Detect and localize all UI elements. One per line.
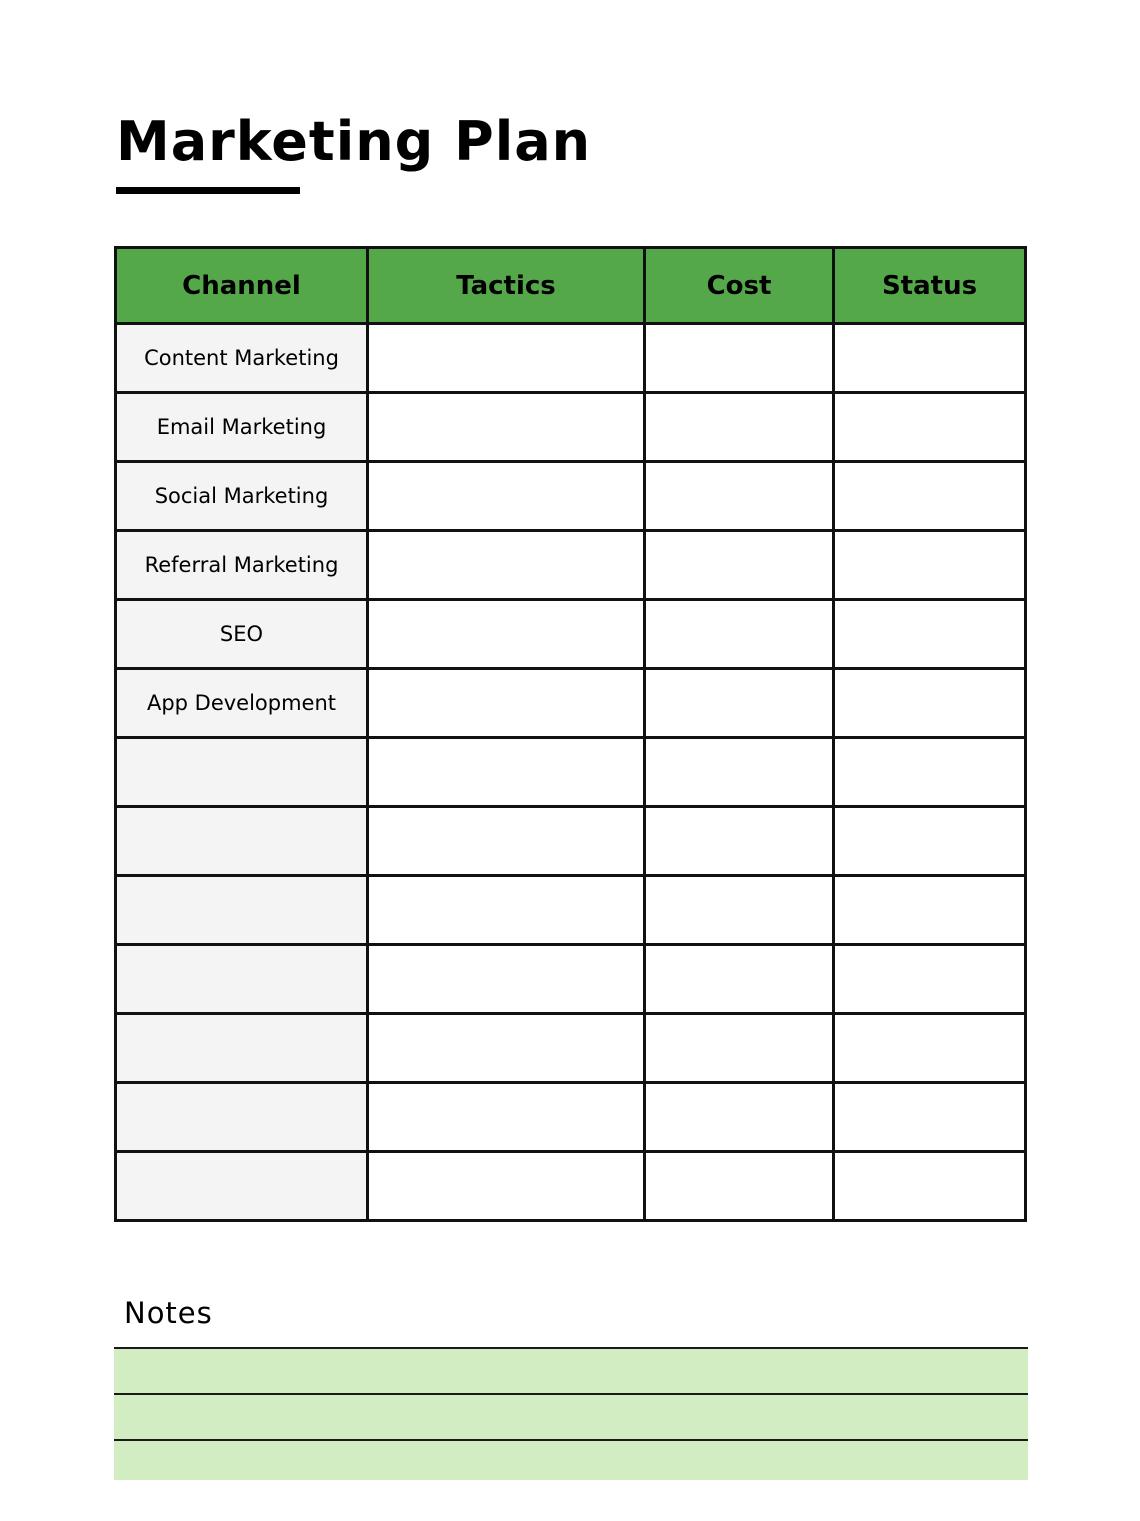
tactics-cell[interactable]	[368, 1014, 645, 1083]
channel-cell	[116, 1083, 368, 1152]
table-body	[116, 324, 1026, 1221]
channel-cell	[116, 876, 368, 945]
tactics-cell[interactable]	[368, 807, 645, 876]
cost-cell[interactable]	[645, 876, 834, 945]
cost-cell[interactable]	[645, 1014, 834, 1083]
cost-cell[interactable]	[645, 807, 834, 876]
cost-cell[interactable]	[645, 462, 834, 531]
channel-cell	[116, 1014, 368, 1083]
status-cell[interactable]	[834, 669, 1026, 738]
column-header-cost: Cost	[645, 248, 834, 324]
channel-cell: Social Marketing	[116, 462, 368, 531]
status-cell[interactable]	[834, 1083, 1026, 1152]
tactics-cell[interactable]	[368, 738, 645, 807]
title-underline	[116, 187, 300, 194]
status-cell[interactable]	[834, 393, 1026, 462]
column-header-status: Status	[834, 248, 1026, 324]
channel-cell	[116, 1152, 368, 1221]
channel-cell: SEO	[116, 600, 368, 669]
column-header-channel: Channel	[116, 248, 368, 324]
channel-cell: Referral Marketing	[116, 531, 368, 600]
tactics-cell[interactable]	[368, 876, 645, 945]
status-cell[interactable]	[834, 1014, 1026, 1083]
tactics-cell[interactable]	[368, 462, 645, 531]
table-row	[116, 393, 1026, 462]
table-row	[116, 324, 1026, 393]
table-row	[116, 1014, 1026, 1083]
tactics-cell[interactable]	[368, 600, 645, 669]
cost-cell[interactable]	[645, 669, 834, 738]
tactics-cell[interactable]	[368, 669, 645, 738]
table-row	[116, 669, 1026, 738]
status-cell[interactable]	[834, 531, 1026, 600]
table-header-row	[116, 248, 1026, 324]
notes-area[interactable]	[114, 1347, 1028, 1480]
table-row	[116, 807, 1026, 876]
marketing-plan-table	[114, 246, 1027, 1222]
channel-cell: Email Marketing	[116, 393, 368, 462]
notes-line[interactable]	[114, 1393, 1028, 1439]
table-row	[116, 531, 1026, 600]
table-row	[116, 1152, 1026, 1221]
table-row	[116, 876, 1026, 945]
channel-cell	[116, 945, 368, 1014]
channel-cell	[116, 807, 368, 876]
status-cell[interactable]	[834, 876, 1026, 945]
cost-cell[interactable]	[645, 1152, 834, 1221]
notes-line[interactable]	[114, 1439, 1028, 1485]
channel-cell: Content Marketing	[116, 324, 368, 393]
cost-cell[interactable]	[645, 1083, 834, 1152]
cost-cell[interactable]	[645, 600, 834, 669]
table-row	[116, 738, 1026, 807]
cost-cell[interactable]	[645, 945, 834, 1014]
status-cell[interactable]	[834, 600, 1026, 669]
table-row	[116, 462, 1026, 531]
tactics-cell[interactable]	[368, 324, 645, 393]
table-row	[116, 600, 1026, 669]
status-cell[interactable]	[834, 1152, 1026, 1221]
tactics-cell[interactable]	[368, 945, 645, 1014]
cost-cell[interactable]	[645, 393, 834, 462]
column-header-tactics: Tactics	[368, 248, 645, 324]
status-cell[interactable]	[834, 738, 1026, 807]
table-row	[116, 1083, 1026, 1152]
table-row	[116, 945, 1026, 1014]
channel-cell	[116, 738, 368, 807]
tactics-cell[interactable]	[368, 1083, 645, 1152]
page-title: Marketing Plan	[116, 110, 592, 173]
notes-label: Notes	[124, 1296, 213, 1330]
channel-cell: App Development	[116, 669, 368, 738]
tactics-cell[interactable]	[368, 531, 645, 600]
cost-cell[interactable]	[645, 738, 834, 807]
tactics-cell[interactable]	[368, 393, 645, 462]
status-cell[interactable]	[834, 945, 1026, 1014]
cost-cell[interactable]	[645, 324, 834, 393]
notes-line[interactable]	[114, 1347, 1028, 1393]
tactics-cell[interactable]	[368, 1152, 645, 1221]
cost-cell[interactable]	[645, 531, 834, 600]
status-cell[interactable]	[834, 324, 1026, 393]
status-cell[interactable]	[834, 462, 1026, 531]
status-cell[interactable]	[834, 807, 1026, 876]
